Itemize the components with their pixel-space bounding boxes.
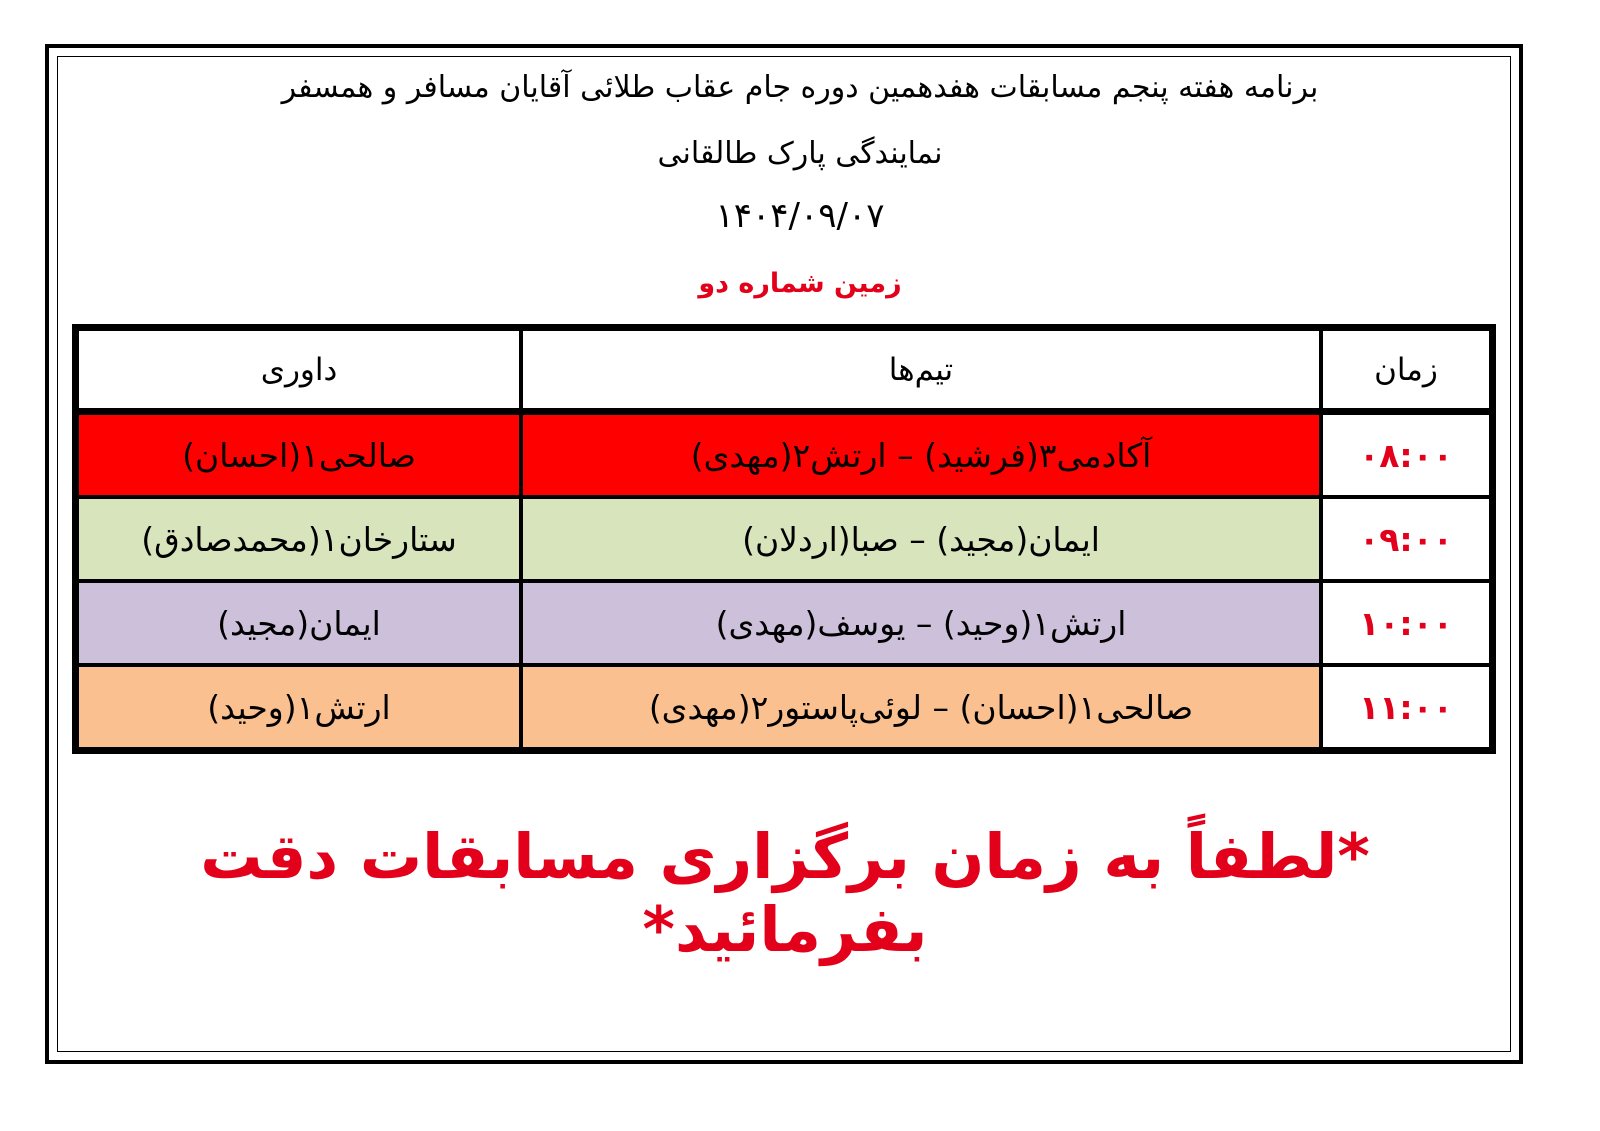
table-header-row (77, 329, 1491, 413)
notice-text: *لطفاً به زمان برگزاری مسابقات دقت بفرمائید* (200, 820, 1370, 966)
match-referee: ایمان(مجید) (77, 581, 521, 665)
match-time: ۰۸:۰۰ (1321, 413, 1491, 497)
schedule-date: ۱۴۰۴/۰۹/۰۷ (715, 196, 885, 236)
match-teams: صالحی۱(احسان) – لوئی‌پاستور۲(مهدی) (521, 665, 1321, 749)
match-time: ۱۱:۰۰ (1321, 665, 1491, 749)
match-time: ۰۹:۰۰ (1321, 497, 1491, 581)
match-time: ۱۰:۰۰ (1321, 581, 1491, 665)
table-row (77, 581, 1491, 665)
match-teams: ارتش۱(وحید) – یوسف(مهدی) (521, 581, 1321, 665)
title-line-2: نمایندگی پارک طالقانی (657, 136, 943, 171)
match-referee: صالحی۱(احسان) (77, 413, 521, 497)
match-referee: ارتش۱(وحید) (77, 665, 521, 749)
column-header-referee: داوری (77, 329, 521, 413)
match-referee: ستارخان۱(محمدصادق) (77, 497, 521, 581)
column-header-time: زمان (1321, 329, 1491, 413)
match-teams: ایمان(مجید) – صبا(اردلان) (521, 497, 1321, 581)
ground-label: زمین شماره دو (698, 268, 902, 299)
column-header-teams: تیم‌ها (521, 329, 1321, 413)
schedule-table (72, 324, 1496, 754)
match-teams: آکادمی۳(فرشید) – ارتش۲(مهدی) (521, 413, 1321, 497)
table-row (77, 497, 1491, 581)
table-row (77, 665, 1491, 749)
table-row (77, 413, 1491, 497)
title-line-1: برنامه هفته پنجم مسابقات هفدهمین دوره جام عقاب طلائی آقایان مسافر و همسفر (281, 70, 1319, 105)
